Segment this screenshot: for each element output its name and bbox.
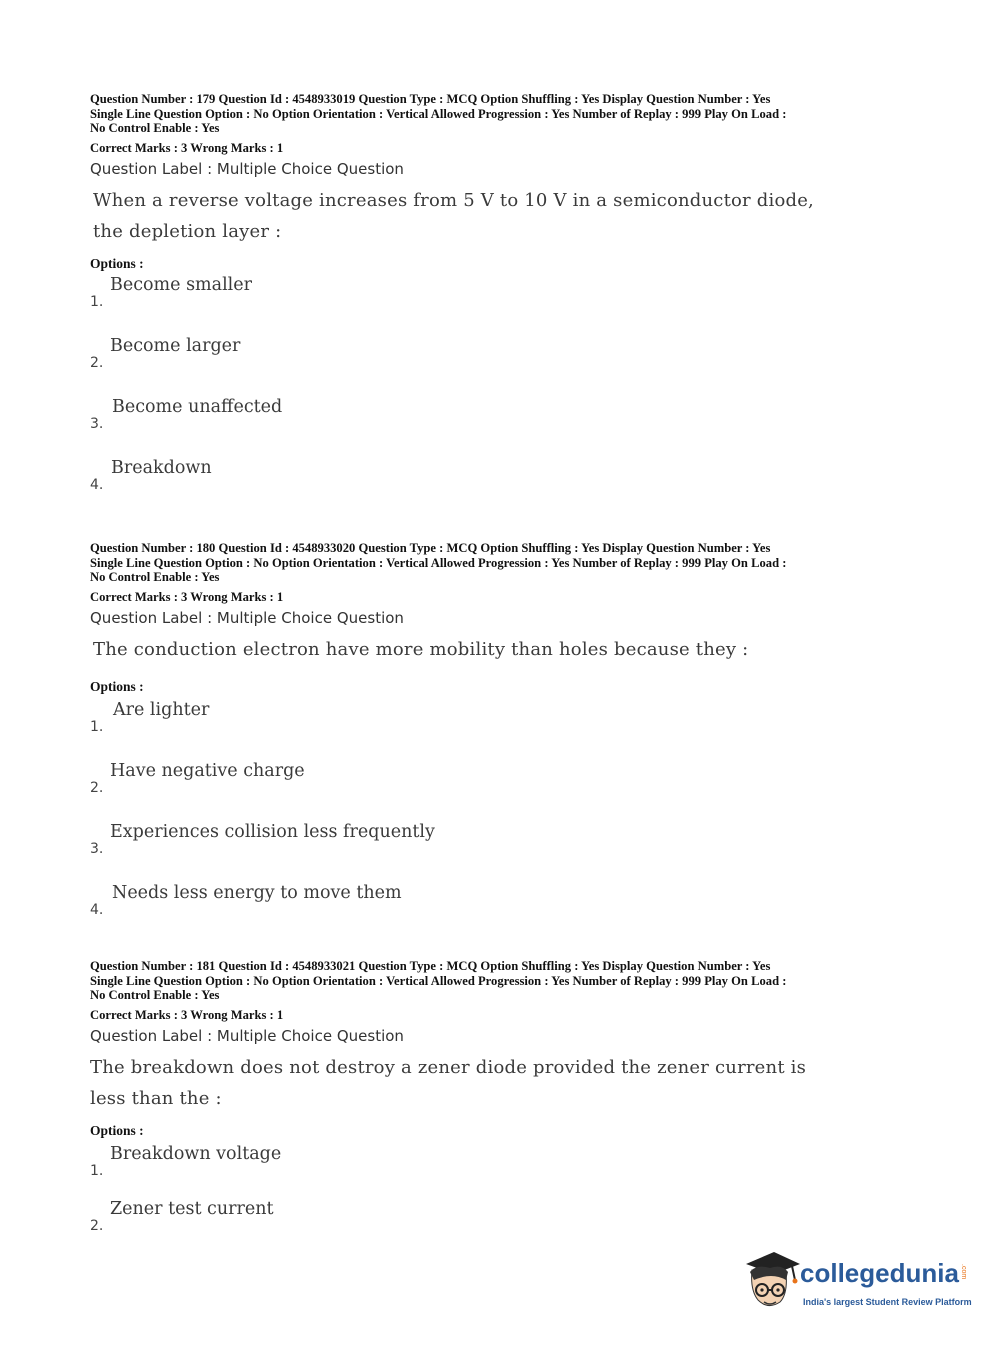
- logo-wordmark: collegedunia: [800, 1258, 959, 1288]
- question-meta: [90, 541, 920, 585]
- meta-line: Single Line Question Option : No Option Orientation : Vertical Allowed Progression : Yes Number of Replay : 999 Play On Load :: [90, 973, 787, 988]
- option-number: 2.: [90, 1217, 104, 1234]
- question-block-179: [90, 92, 920, 519]
- meta-line: No Control Enable : Yes: [90, 121, 220, 135]
- option-1[interactable]: [90, 275, 920, 336]
- question-text-line: the depletion layer :: [93, 220, 282, 242]
- option-text: Experiences collision less frequently: [110, 821, 435, 842]
- option-number: 3.: [90, 840, 104, 857]
- meta-line: Question Number : 180 Question Id : 4548933020 Question Type : MCQ Option Shuffling : Yes Display Question Number : Yes: [90, 541, 771, 555]
- marks-line: Correct Marks : 3 Wrong Marks : 1: [90, 1007, 284, 1022]
- logo-tagline: India's largest Student Review Platform: [803, 1297, 972, 1307]
- marks-line: Correct Marks : 3 Wrong Marks : 1: [90, 140, 284, 155]
- question-text-line: The breakdown does not destroy a zener diode provided the zener current is: [90, 1056, 807, 1078]
- question-label: Question Label : Multiple Choice Question: [90, 608, 404, 627]
- option-3[interactable]: [90, 822, 920, 883]
- question-block-180: [90, 541, 920, 944]
- logo-domain: .com: [960, 1264, 967, 1280]
- question-label: Question Label : Multiple Choice Question: [90, 1026, 404, 1045]
- marks-line: Correct Marks : 3 Wrong Marks : 1: [90, 589, 284, 604]
- option-4[interactable]: [90, 883, 920, 944]
- student-mascot-icon: [742, 1250, 802, 1316]
- option-text: Have negative charge: [110, 760, 305, 781]
- meta-line: No Control Enable : Yes: [90, 988, 220, 1002]
- option-text: Breakdown voltage: [110, 1143, 282, 1164]
- options-title: Options :: [90, 1122, 144, 1138]
- question-text-line: The conduction electron have more mobility than holes because they :: [93, 638, 749, 660]
- option-number: 1.: [90, 293, 104, 310]
- options-title: Options :: [90, 678, 144, 694]
- question-text-line: When a reverse voltage increases from 5 V to 10 V in a semiconductor diode,: [93, 189, 814, 211]
- options-title: Options :: [90, 255, 144, 271]
- meta-line: Single Line Question Option : No Option Orientation : Vertical Allowed Progression : Yes Number of Replay : 999 Play On Load :: [90, 555, 787, 570]
- question-text: [90, 1052, 920, 1114]
- option-text: Become unaffected: [112, 396, 283, 417]
- option-number: 2.: [90, 779, 104, 796]
- option-text: Are lighter: [113, 699, 210, 720]
- option-2[interactable]: [90, 761, 920, 822]
- option-text: Become larger: [110, 335, 241, 356]
- collegedunia-logo[interactable]: [742, 1250, 972, 1320]
- question-block-181: [90, 959, 920, 1260]
- meta-line: Question Number : 181 Question Id : 4548933021 Question Type : MCQ Option Shuffling : Yes Display Question Number : Yes: [90, 959, 771, 973]
- option-text: Zener test current: [110, 1198, 274, 1219]
- options-list: [90, 275, 920, 519]
- option-1[interactable]: [90, 700, 920, 761]
- option-number: 1.: [90, 718, 104, 735]
- option-number: 1.: [90, 1162, 104, 1179]
- question-meta: [90, 959, 920, 1003]
- option-4[interactable]: [90, 458, 920, 519]
- question-text: [90, 185, 920, 247]
- question-meta: [90, 92, 920, 136]
- option-2[interactable]: [90, 336, 920, 397]
- question-label: Question Label : Multiple Choice Question: [90, 159, 404, 178]
- question-text: [90, 634, 920, 665]
- option-text: Become smaller: [110, 274, 252, 295]
- options-list: [90, 700, 920, 944]
- options-list: [90, 1144, 920, 1260]
- meta-line: Question Number : 179 Question Id : 4548933019 Question Type : MCQ Option Shuffling : Yes Display Question Number : Yes: [90, 92, 771, 106]
- meta-line: No Control Enable : Yes: [90, 570, 220, 584]
- option-number: 4.: [90, 901, 104, 918]
- option-number: 4.: [90, 476, 104, 493]
- meta-line: Single Line Question Option : No Option Orientation : Vertical Allowed Progression : Yes Number of Replay : 999 Play On Load :: [90, 106, 787, 121]
- option-text: Breakdown: [111, 457, 212, 478]
- option-text: Needs less energy to move them: [112, 882, 402, 903]
- option-1[interactable]: [90, 1144, 920, 1199]
- option-3[interactable]: [90, 397, 920, 458]
- option-number: 3.: [90, 415, 104, 432]
- option-number: 2.: [90, 354, 104, 371]
- question-text-line: less than the :: [90, 1087, 222, 1109]
